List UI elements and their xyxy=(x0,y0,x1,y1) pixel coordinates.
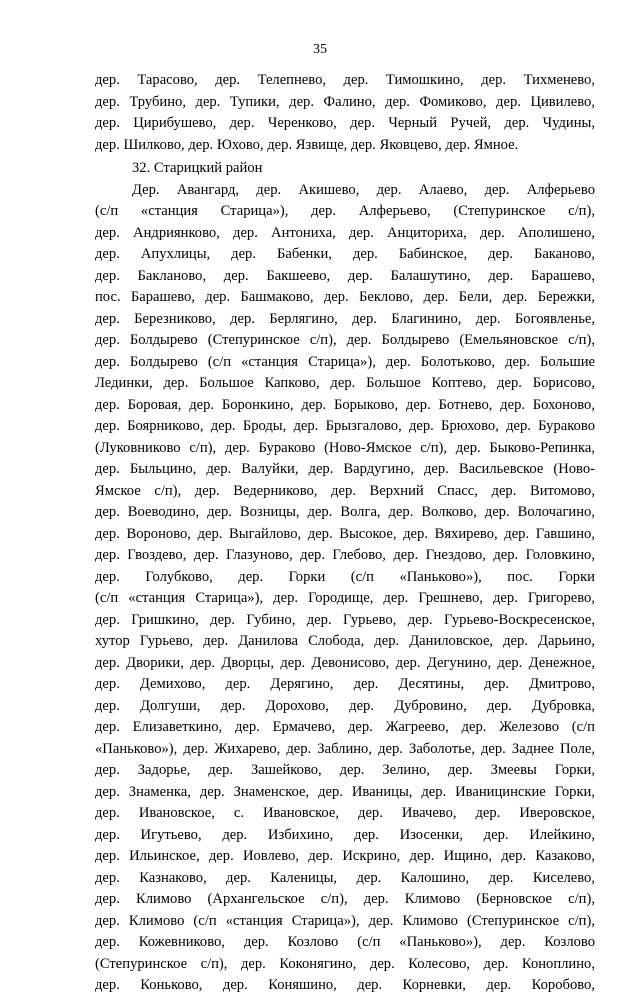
text-line: дер. Голубково, дер. Горки (с/п «Паньково»), пос. Горки xyxy=(95,568,595,585)
text-line: Ямское с/п), дер. Ведерниково, дер. Верхний Спасс, дер. Витомово, xyxy=(95,482,595,499)
text-line: дер. Тарасово, дер. Телепнево, дер. Тимошкино, дер. Тихменево, xyxy=(95,72,595,88)
text-line: дер. Казнаково, дер. Каленицы, дер. Калошино, дер. Киселево, xyxy=(95,869,595,886)
text-line: (с/п «станция Старица»), дер. Алферьево, (Степуринское с/п), xyxy=(95,203,595,219)
text-line: дер. Задорье, дер. Зашейково, дер. Зелино, дер. Змеевы Горки, xyxy=(95,762,595,778)
text-line: Лединки, дер. Большое Капково, дер. Большое Коптево, дер. Борисово, xyxy=(95,375,595,391)
text-line: дер. Климово (Архангельское с/п), дер. Климово (Берновское с/п), xyxy=(95,891,595,907)
text-line: хутор Гурьево, дер. Данилова Слобода, дер. Даниловское, дер. Дарьино, xyxy=(95,633,595,649)
text-line: дер. Боровая, дер. Боронкино, дер. Борыково, дер. Ботнево, дер. Бохоново, xyxy=(95,396,595,413)
text-line: (Степуринское с/п), дер. Коконягино, дер. Колесово, дер. Коноплино, xyxy=(95,955,595,972)
text-line: дер. Болдырево (Степуринское с/п), дер. Болдырево (Емельяновское с/п), xyxy=(95,332,595,348)
text-line: дер. Знаменка, дер. Знаменское, дер. Иваницы, дер. Иваницинские Горки, xyxy=(95,783,595,800)
text-line: дер. Андриянково, дер. Антониха, дер. Анциториха, дер. Аполишено, xyxy=(95,224,595,241)
text-line: дер. Долгуши, дер. Дорохово, дер. Дубровино, дер. Дубровка, xyxy=(95,697,595,714)
text-line: дер. Демихово, дер. Дерягино, дер. Десятины, дер. Дмитрово, xyxy=(95,676,595,692)
text-line: «Паньково»), дер. Жихарево, дер. Заблино, дер. Заболотье, дер. Заднее Поле, xyxy=(95,740,595,757)
text-line: дер. Кожевниково, дер. Козлово (с/п «Паньково»), дер. Козлово xyxy=(95,934,595,950)
text-line: Дер. Авангард, дер. Акишево, дер. Алаево, дер. Алферьево xyxy=(132,181,595,198)
text-line: дер. Воеводино, дер. Возницы, дер. Волга, дер. Волково, дер. Волочагино, xyxy=(95,504,595,520)
text-line: дер. Дворики, дер. Дворцы, дер. Девонисово, дер. Дегунино, дер. Денежное, xyxy=(95,654,595,671)
text-line: дер. Боярниково, дер. Броды, дер. Брызгалово, дер. Брюхово, дер. Бураково xyxy=(95,418,595,434)
text-line: дер. Гришкино, дер. Губино, дер. Гурьево, дер. Гурьево-Воскресенское, xyxy=(95,611,595,628)
text-line: дер. Ивановское, с. Ивановское, дер. Ивачево, дер. Иверовское, xyxy=(95,805,595,821)
text-line: дер. Цирибушево, дер. Черенково, дер. Черный Ручей, дер. Чудины, xyxy=(95,115,595,131)
text-line: дер. Быльцино, дер. Валуйки, дер. Вардугино, дер. Васильевское (Ново- xyxy=(95,461,595,477)
page-number: 35 xyxy=(313,42,327,57)
text-line: дер. Апухлицы, дер. Бабенки, дер. Бабинское, дер. Баканово, xyxy=(95,246,595,262)
text-line: дер. Березниково, дер. Берлягино, дер. Благинино, дер. Богоявленье, xyxy=(95,310,595,327)
text-line: дер. Трубино, дер. Тупики, дер. Фалино, дер. Фомиково, дер. Цивилево, xyxy=(95,93,595,110)
section-paragraph xyxy=(95,180,595,997)
staritsky-district-section xyxy=(95,158,595,997)
text-line: дер. Ильинское, дер. Иовлево, дер. Искрино, дер. Ищино, дер. Казаково, xyxy=(95,848,595,864)
text-line: пос. Барашево, дер. Башмаково, дер. Беклово, дер. Бели, дер. Бережки, xyxy=(95,289,595,305)
text-line: дер. Игутьево, дер. Избихино, дер. Изосенки, дер. Илейкино, xyxy=(95,826,595,843)
text-line: дер. Коньково, дер. Коняшино, дер. Корневки, дер. Коробово, xyxy=(95,977,595,993)
text-line: дер. Шилково, дер. Юхово, дер. Язвище, дер. Яковцево, дер. Ямное. xyxy=(95,136,519,153)
text-line: (Луковниково с/п), дер. Бураково (Ново-Ямское с/п), дер. Быково-Репинка, xyxy=(95,439,595,456)
continuation-paragraph xyxy=(95,70,595,156)
text-line: дер. Болдырево (с/п «станция Старица»), дер. Болотьково, дер. Большие xyxy=(95,353,595,370)
text-line: (с/п «станция Старица»), дер. Городище, дер. Грешнево, дер. Григорево, xyxy=(95,590,595,606)
section-heading: 32. Старицкий район xyxy=(132,160,263,176)
text-line: дер. Климово (с/п «станция Старица»), дер. Климово (Степуринское с/п), xyxy=(95,912,595,929)
text-line: дер. Вороново, дер. Выгайлово, дер. Высокое, дер. Вяхирево, дер. Гавшино, xyxy=(95,525,595,542)
text-line: дер. Елизаветкино, дер. Ермачево, дер. Жагреево, дер. Железово (с/п xyxy=(95,719,595,735)
text-line: дер. Бакланово, дер. Бакшеево, дер. Балашутино, дер. Барашево, xyxy=(95,267,595,284)
text-line: дер. Гвоздево, дер. Глазуново, дер. Глебово, дер. Гнездово, дер. Головкино, xyxy=(95,547,595,563)
